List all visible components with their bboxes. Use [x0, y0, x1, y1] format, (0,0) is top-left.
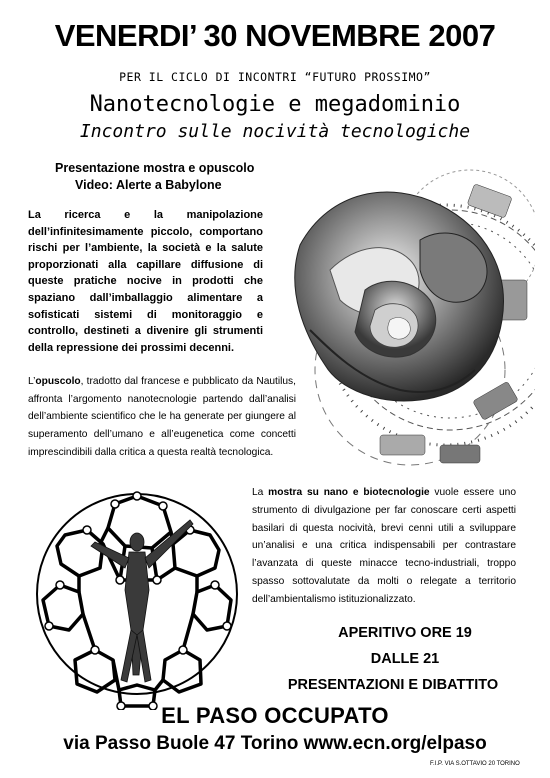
event-date: VENERDI’ 30 NOVEMBRE 2007	[54, 18, 496, 53]
event-title: Nanotecnologie e megadominio	[89, 92, 461, 117]
presentazioni-line: PRESENTAZIONI E DIBATTITO	[287, 677, 499, 693]
exhibition-paragraph: La mostra su nano e biotecnologie vuole essere uno strumento di divulgazione per far conoscare certi aspetti basilari di questa nocività, brevi cenni utili a sviluppare un’analisi e una critica indispensabili per contrastare l’avanzata di queste minacce tecno-industriali, troppo spasso sottovalutate da molti o relegate a territorio dell’ambientalismo istituzionalizzato.	[252, 487, 516, 605]
cycle-title: PER IL CICLO DI INCONTRI “FUTURO PROSSIMO”	[119, 70, 431, 84]
venue-name: EL PASO OCCUPATO	[161, 703, 389, 728]
video-line: Video: Alerte a Babylone	[75, 178, 222, 192]
printer-credit: F.I.P. VIA S.OTTAVIO 20 TORINO	[430, 761, 520, 767]
intro-text: La ricerca e la manipolazione dell’infinitesimamente piccolo, comportano rischi per l’ambiente, la società e la salute proporzionati alla capillare diffusione di queste pratiche nocive in prodotti che spaziano dall’imballaggio alimentare a sofisticati sistemi di monitoraggio e controllo, destineti a divenire gli strumenti della repressione dei prossimi decenni.	[28, 209, 263, 354]
intro-paragraph	[28, 207, 263, 356]
dalle-line: DALLE 21	[370, 651, 440, 667]
booklet-paragraph: L’opuscolo, tradotto dal francese e pubblicato da Nautilus, affronta l’argomento nanotecnologie partendo dall’analisi dell’ambiente scientifico che le ha generate per giungere al superamento dell’umano e all’eugenetica come concetti imprescindibili dalla critica a questa realtà tecnologica.	[28, 376, 296, 458]
exhibition-keyword: mostra su nano e biotecnologie	[268, 487, 430, 498]
aperitivo-line: APERITIVO ORE 19	[338, 625, 472, 641]
hands-collage-image	[270, 150, 535, 470]
presentation-block	[55, 160, 254, 194]
presentation-line: Presentazione mostra e opuscolo	[55, 161, 255, 175]
venue-address: via Passo Buole 47 Torino www.ecn.org/elpaso	[63, 733, 487, 754]
event-subtitle: Incontro sulle nocività tecnologiche	[79, 121, 471, 142]
buckyball-figure-image	[25, 480, 250, 710]
booklet-keyword: opuscolo	[35, 376, 81, 387]
